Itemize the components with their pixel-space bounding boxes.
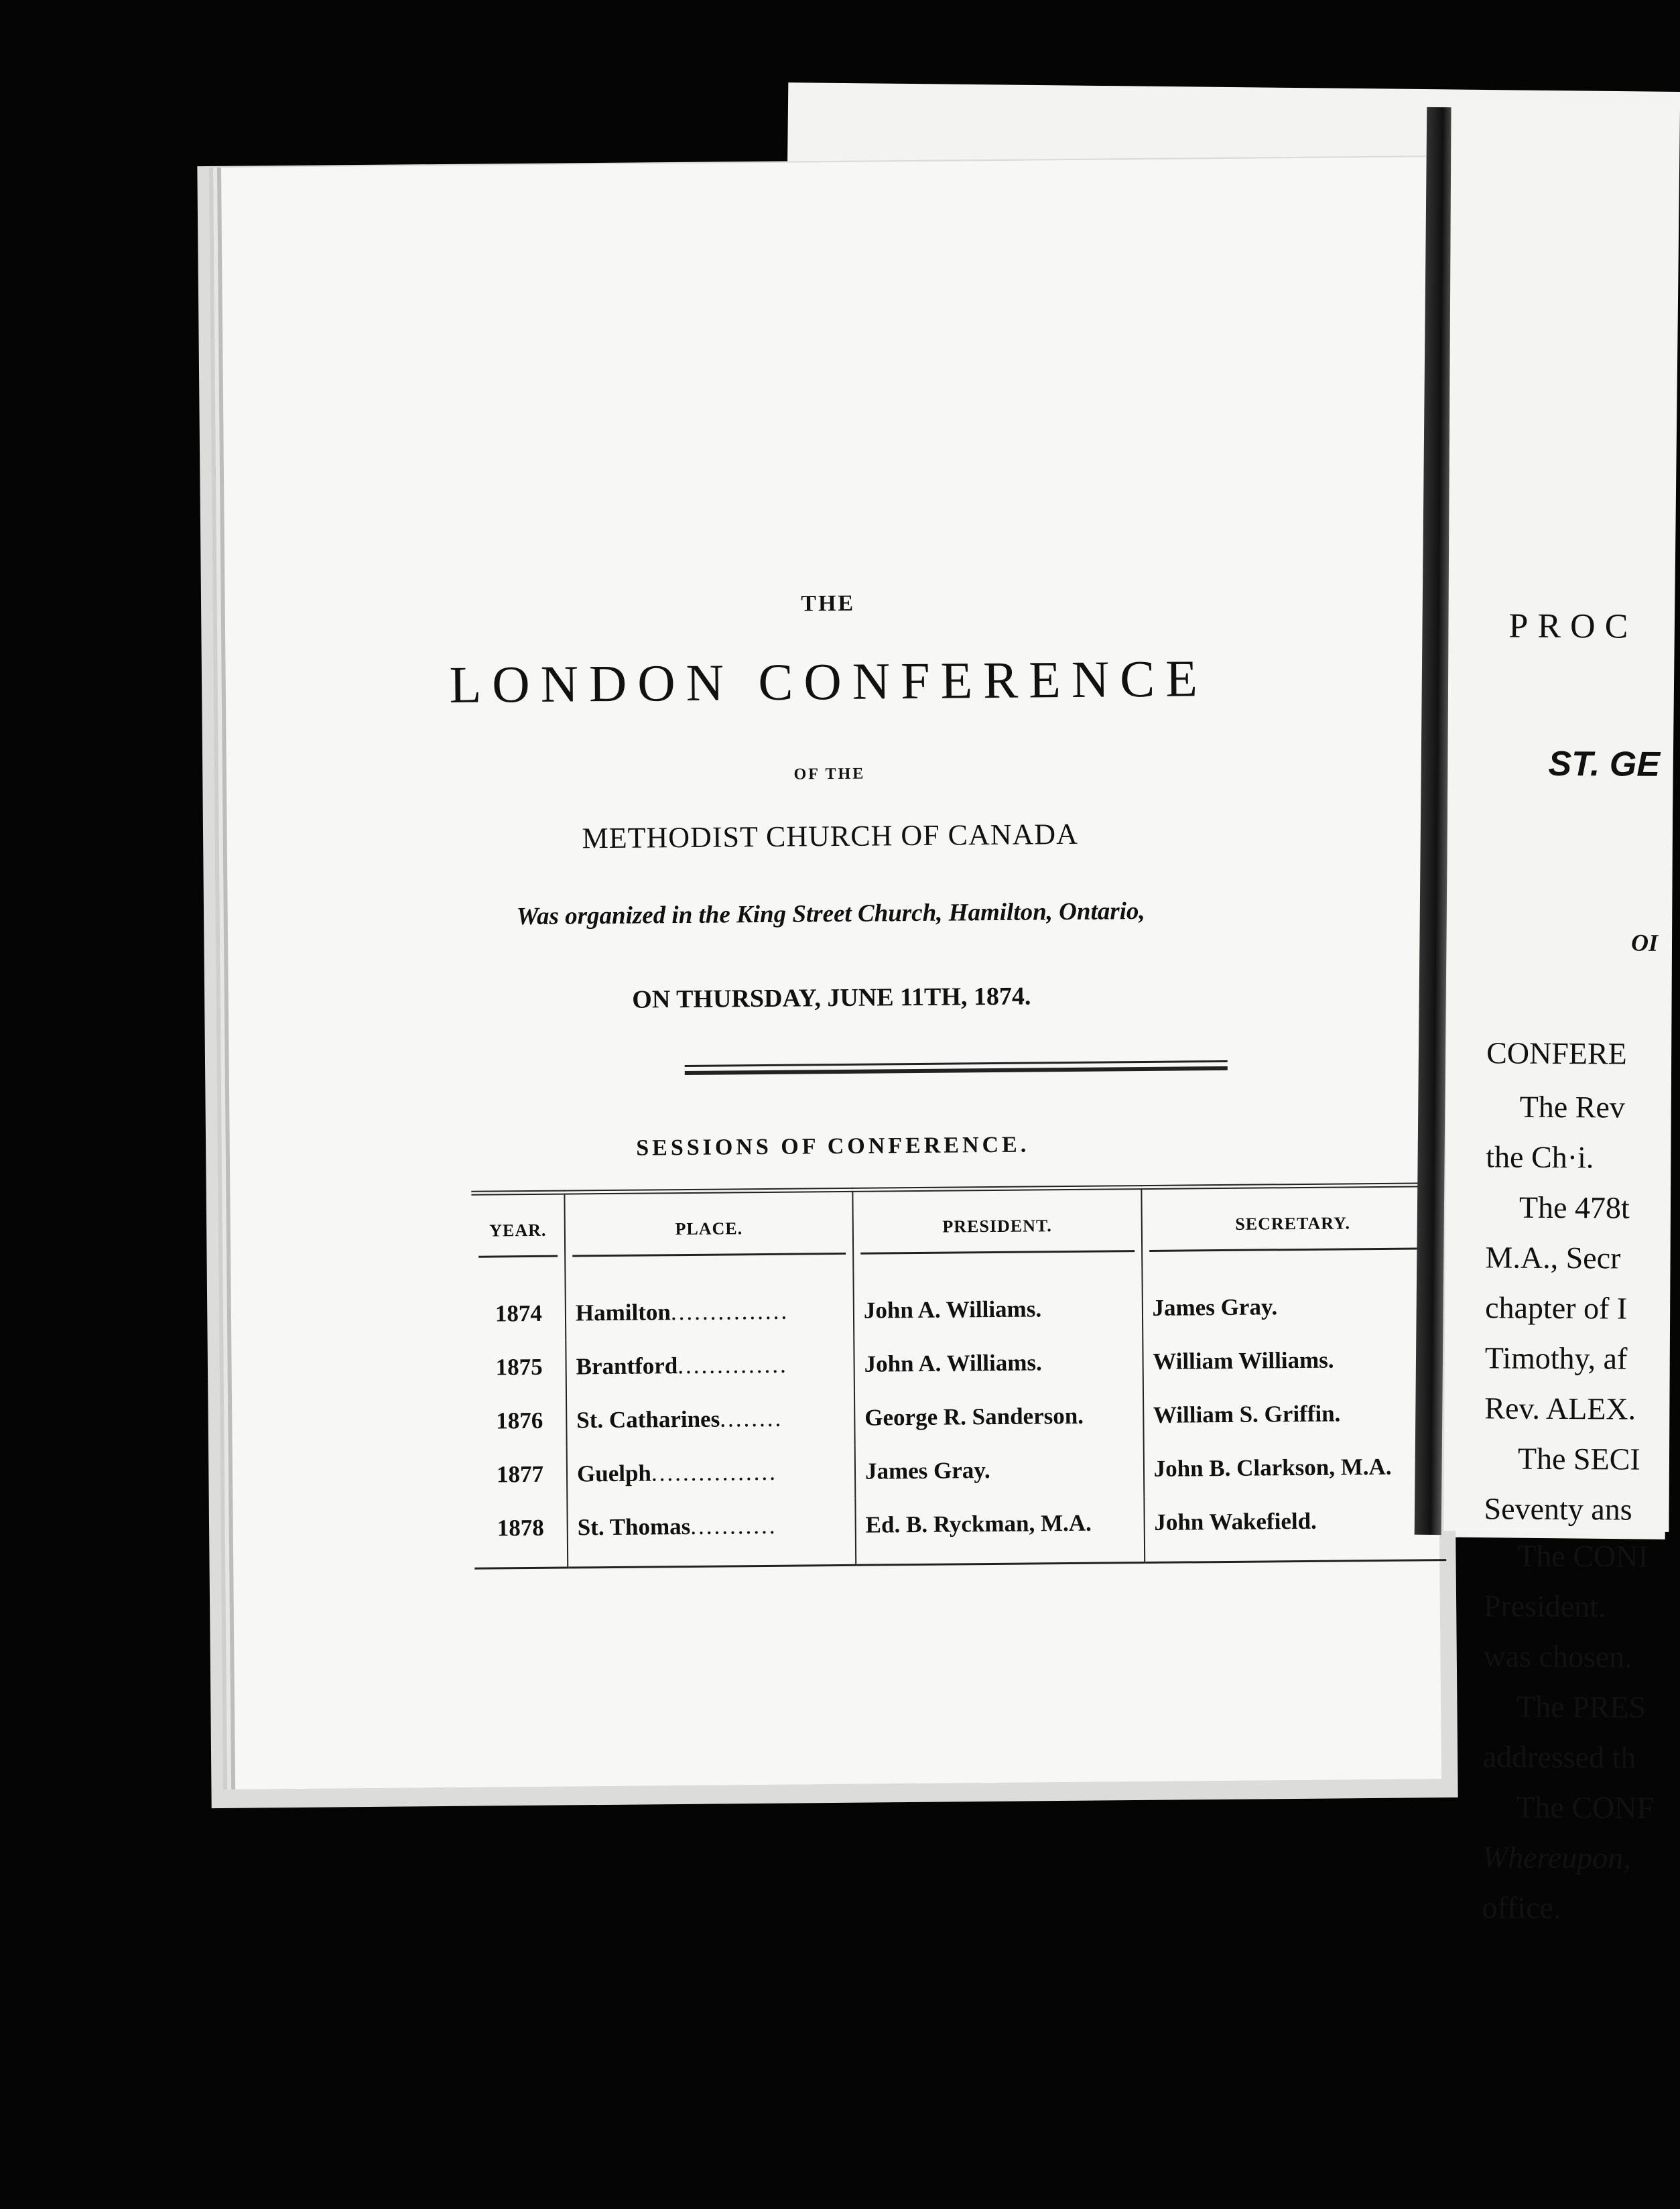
table-row: [472, 1332, 1445, 1395]
table-header-row: [471, 1185, 1443, 1275]
right-line: The CONI: [1517, 1538, 1649, 1574]
right-line: Timothy, af: [1484, 1340, 1628, 1376]
secretary-cell: John B. Clarkson, M.A.: [1143, 1440, 1445, 1496]
right-line: The 478t: [1519, 1190, 1630, 1225]
table-row: [474, 1493, 1446, 1568]
table-row: [474, 1440, 1446, 1502]
sessions-heading: SESSIONS OF CONFERENCE.: [636, 1132, 1030, 1161]
right-page: [1443, 103, 1676, 1926]
place-cell: St. Catharines........: [566, 1391, 855, 1448]
right-line: Seventy ans: [1484, 1491, 1632, 1527]
right-or-fragment: OI: [1630, 929, 1659, 956]
right-line: the Ch·i.: [1486, 1139, 1594, 1175]
right-line: Whereupon,: [1482, 1840, 1631, 1875]
table-row: [472, 1267, 1444, 1341]
right-line: CONFERE: [1486, 1035, 1627, 1071]
year-cell: 1876: [496, 1407, 543, 1434]
left-page: [221, 157, 1441, 1789]
date-line: ON THURSDAY, JUNE 11TH, 1874.: [632, 982, 1031, 1014]
right-line: The PRES: [1516, 1689, 1646, 1724]
organized-line: Was organized in the King Street Church, Hamilton, Ontario,: [516, 897, 1145, 931]
right-line: The CONF: [1516, 1789, 1655, 1825]
president-cell: Ed. B. Ryckman, M.A.: [855, 1496, 1145, 1565]
of-the-label: OF THE: [793, 765, 866, 783]
year-cell: 1877: [496, 1460, 544, 1488]
header-president: PRESIDENT.: [852, 1188, 1142, 1272]
year-cell: 1874: [495, 1300, 543, 1327]
right-line: chapter of I: [1485, 1290, 1628, 1326]
place-cell: Brantford..............: [566, 1338, 854, 1394]
secretary-cell: William S. Griffin.: [1143, 1386, 1445, 1442]
right-line: M.A., Secr: [1485, 1240, 1621, 1275]
right-subheading: ST. GE: [1548, 744, 1661, 784]
right-line: The SECI: [1517, 1441, 1640, 1476]
header-secretary: SECRETARY.: [1141, 1185, 1443, 1269]
right-line: addressed th: [1482, 1739, 1636, 1775]
table-row: [473, 1386, 1445, 1448]
right-line: President.: [1483, 1588, 1606, 1624]
right-line: Rev. ALEX.: [1484, 1391, 1636, 1426]
header-place: PLACE.: [564, 1190, 853, 1274]
year-cell: 1875: [495, 1353, 543, 1381]
president-cell: John A. Williams.: [854, 1335, 1143, 1391]
president-cell: John A. Williams.: [853, 1269, 1142, 1338]
right-line: was chosen.: [1483, 1639, 1632, 1674]
president-cell: George R. Sanderson.: [854, 1389, 1143, 1445]
secretary-cell: John Wakefield.: [1144, 1493, 1446, 1562]
double-rule: [685, 1060, 1228, 1075]
place-cell: St. Thomas...........: [567, 1499, 856, 1568]
conference-title: LONDON CONFERENCE: [449, 649, 1209, 714]
place-cell: Guelph................: [567, 1445, 856, 1501]
church-name: METHODIST CHURCH OF CANADA: [582, 817, 1079, 855]
sessions-table: [471, 1182, 1446, 1570]
right-heading: PROC: [1508, 607, 1638, 646]
right-line: office.: [1482, 1890, 1561, 1926]
place-cell: Hamilton...............: [565, 1272, 854, 1340]
secretary-cell: James Gray.: [1142, 1267, 1444, 1335]
right-line: The Rev: [1519, 1089, 1625, 1125]
header-year: YEAR.: [471, 1192, 565, 1275]
the-label: THE: [801, 590, 856, 617]
secretary-cell: William Williams.: [1143, 1332, 1445, 1389]
year-cell: 1878: [474, 1501, 568, 1569]
president-cell: James Gray.: [855, 1442, 1144, 1499]
